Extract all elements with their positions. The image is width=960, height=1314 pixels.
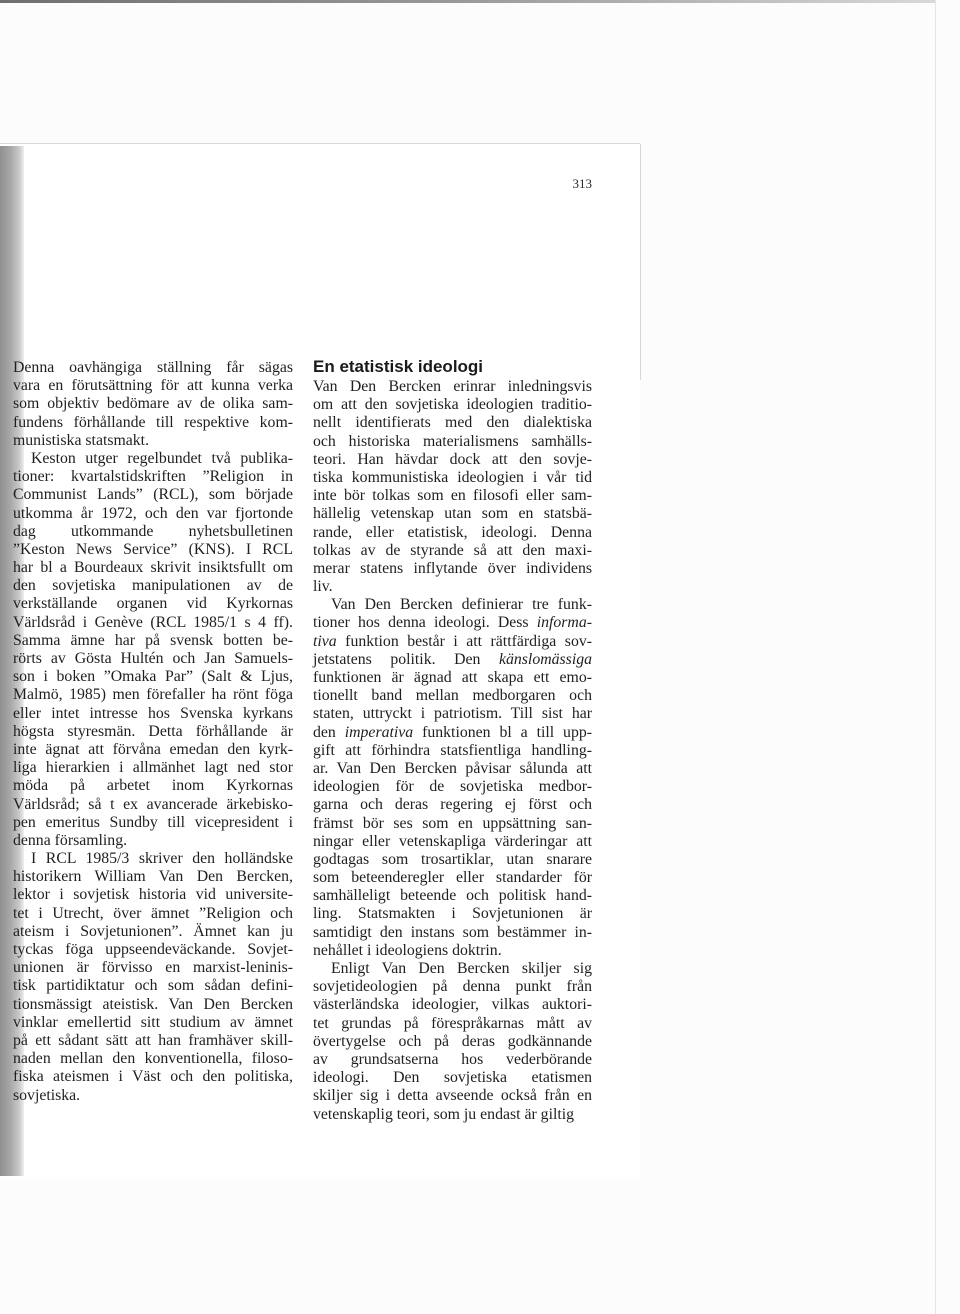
text-line: [313, 651, 592, 669]
text-line: Van Den Bercken definierar tre funk-: [331, 596, 592, 614]
text-line: ideologi. Den sovjetiska etatismen: [313, 1069, 592, 1087]
text-line: Samma ämne har på svensk botten be-: [13, 631, 293, 649]
text-line: merar statens inflytande över individens: [313, 559, 592, 577]
text-line: om att den sovjetiska ideologien traditio-: [313, 396, 592, 414]
text-line: rande, eller etatistisk, ideologi. Denna: [313, 523, 592, 541]
paragraph: [13, 359, 293, 450]
scanner-top-edge: [0, 0, 935, 3]
text-line: ideologien för de sovjetiska medbor-: [313, 778, 592, 796]
emphasized-text: informa-: [536, 614, 592, 632]
text-line: eller intet intresse hos Svenska kyrkans: [13, 704, 293, 722]
text-segment: jetstatens politik. Den: [313, 650, 499, 668]
text-line: på ett sådant sätt att han framhäver skill-: [13, 1031, 293, 1049]
text-line: Malmö, 1985) men förefaller ha rönt föga: [13, 686, 293, 704]
text-line: fiska ateismen i Väst och den politiska,: [13, 1068, 293, 1086]
text-line: staten, uttryckt i patriotism. Till sist har: [313, 705, 592, 723]
text-line: tisk partidiktatur och som sådan defini-: [13, 977, 293, 995]
text-line: och historiska materialismens samhälls-: [313, 432, 592, 450]
text-line: son i boken ”Omaka Par” (Salt & Ljus,: [13, 668, 293, 686]
text-line: tyckas föga uppseendeväckande. Sovjet-: [13, 941, 293, 958]
text-line: tolkas av de styrande så att den maxi-: [313, 541, 592, 559]
text-line: tet grundas på förespråkarnas mått av: [313, 1014, 592, 1032]
text-line: pen emeritus Sundby till vicepresident i: [13, 813, 293, 831]
text-line: som beteenderegler eller standarder för: [313, 869, 592, 887]
text-segment: tioner hos denna ideologi. Dess: [313, 614, 537, 632]
text-line: [313, 633, 592, 651]
emphasized-text: känslomässiga: [498, 650, 592, 668]
text-line: Van Den Bercken erinrar inledningsvis: [313, 378, 592, 395]
text-line: nehållet i ideologiens doktrin.: [313, 941, 502, 959]
text-line: [313, 614, 592, 632]
text-line: teori. Han hävdar dock att den sovje-: [313, 450, 592, 468]
paragraph: [13, 850, 293, 1105]
emphasized-text: imperativa: [344, 723, 414, 741]
text-line: liga hierarkien i allmänhet lagt ned stor: [13, 759, 293, 777]
text-line: tiska kommunistiska ideologien i vår tid: [313, 468, 592, 486]
text-line: Enligt Van Den Bercken skiljer sig: [331, 960, 592, 977]
text-line: ateism i Sovjetunionen”. Ämnet kan ju: [13, 922, 293, 940]
text-line: sovjetiska.: [13, 1086, 81, 1104]
text-line: ningar eller vetenskapliga värderingar att: [313, 832, 592, 850]
text-line: verkställande organen vid Kyrkornas: [13, 595, 293, 613]
text-line: ”Keston News Service” (KNS). I RCL: [13, 540, 293, 558]
text-line: som objektiv bedömare av de olika sam-: [13, 395, 293, 413]
text-line: vara en förutsättning för att kunna verka: [13, 377, 293, 395]
scanner-right-edge: [935, 0, 936, 1314]
section-heading: En etatistisk ideologi: [313, 357, 484, 376]
text-line: tionellt band mellan medborgaren och: [313, 687, 592, 705]
text-line: [313, 724, 592, 742]
text-line: inte bör tolkas som en filosofi eller sam-: [313, 487, 592, 505]
emphasized-text: tiva: [313, 632, 337, 650]
text-line: den sovjetiska manipulationen av de: [13, 577, 293, 595]
paragraph: [313, 378, 592, 596]
text-line: ling. Statsmakten i Sovjetunionen är: [313, 905, 592, 923]
text-line: godtagas som trosartiklar, utan snarare: [313, 850, 592, 868]
text-line: tet i Utrecht, över ämnet ”Religion och: [13, 904, 293, 922]
text-line: högsta styresmän. Detta förhållande är: [13, 722, 293, 740]
text-line: Denna oavhängiga ställning får sägas: [13, 359, 293, 376]
text-line: sovjetideologien på denna punkt från: [313, 978, 592, 996]
text-line: naden mellan den konventionella, filoso-: [13, 1050, 293, 1068]
text-line: funktionen är ägnad att skapa ett emo-: [313, 669, 592, 686]
text-segment: funktion består i att rättfärdiga sov-: [336, 632, 592, 650]
text-line: inte ägnat att förvåna emedan den kyrk-: [13, 740, 293, 758]
text-line: nellt identifierats med den dialektiska: [313, 414, 592, 432]
paragraph: [313, 596, 592, 960]
right-column: [313, 378, 592, 1124]
text-line: fundens förhållande till respektive kom-: [13, 413, 293, 431]
text-line: främst bör ses som en uppsättning san-: [313, 814, 592, 832]
text-line: tioner: kvartalstidskriften ”Religion in: [13, 468, 293, 486]
text-line: Världsråd; så t ex avancerade ärkebisko-: [13, 795, 293, 813]
text-line: lektor i sovjetisk historia vid universite-: [13, 886, 293, 904]
text-line: historikern William Van Den Bercken,: [13, 868, 293, 886]
text-line: rörts av Gösta Hultén och Jan Samuels-: [13, 650, 293, 667]
paragraph: [13, 450, 293, 850]
text-line: har bl a Bourdeaux skrivit insiktsfullt om: [13, 559, 293, 577]
text-line: ar. Van Den Bercken påvisar sålunda att: [313, 759, 592, 777]
text-line: övertygelse och på deras godkännande: [313, 1032, 592, 1050]
text-line: dag utkommande nyhetsbulletinen: [13, 522, 293, 540]
text-line: Världsråd i Genève (RCL 1985/1 s 4 ff).: [13, 613, 293, 631]
text-line: gift att förhindra statsfientliga handling-: [313, 741, 592, 759]
left-column: [13, 359, 293, 1105]
text-line: möda på arbetet inom Kyrkornas: [13, 777, 293, 795]
text-line: unionen är förvisso en marxist-leninis-: [13, 959, 293, 977]
text-line: skiljer sig i detta avseende också från en: [313, 1087, 592, 1105]
text-segment: funktionen bl a till upp-: [413, 723, 593, 741]
text-line: liv.: [313, 578, 333, 596]
text-line: garna och deras regering ej först och: [313, 796, 592, 814]
text-line: hällelig vetenskap utan som en statsbä-: [313, 505, 592, 523]
text-line: munistiska statsmakt.: [13, 431, 150, 449]
text-line: vetenskaplig teori, som ju endast är giltig: [313, 1105, 575, 1123]
text-line: Communist Lands” (RCL), som började: [13, 486, 293, 504]
text-line: utkomma år 1972, och den var fjortonde: [13, 504, 293, 522]
text-line: västerländska ideologier, vilkas auktori-: [313, 996, 592, 1014]
text-line: samhälleligt beteende och politisk hand-: [313, 887, 592, 905]
text-line: samtidigt den instans som bestämmer in-: [313, 923, 592, 941]
text-line: vinklar emellertid sitt studium av ämnet: [13, 1013, 293, 1031]
text-line: av grundsatserna hos vederbörande: [313, 1050, 592, 1068]
text-line: tionsmässigt ateistisk. Van Den Bercken: [13, 995, 293, 1013]
text-line: Keston utger regelbundet två publika-: [31, 449, 293, 467]
paragraph: [313, 960, 592, 1124]
text-segment: den: [313, 723, 345, 741]
page-number: 313: [572, 176, 592, 191]
text-line: denna församling.: [13, 831, 128, 849]
text-line: I RCL 1985/3 skriver den holländske: [31, 850, 293, 868]
paper-right-edge: [640, 144, 641, 380]
